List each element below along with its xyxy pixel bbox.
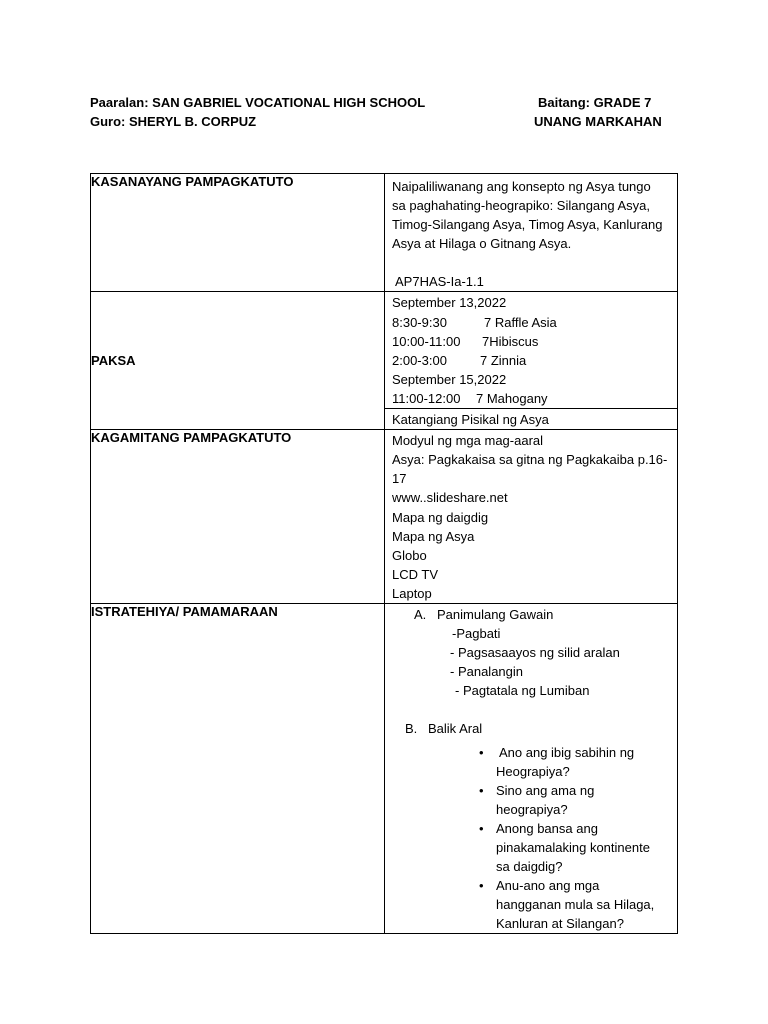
row-kasanayan	[91, 174, 678, 292]
activity-item: - Panalangin	[450, 664, 523, 680]
material-item: Mapa ng Asya	[392, 528, 475, 544]
row-paksa	[91, 292, 678, 430]
paksa-topic: Katangiang Pisikal ng Asya	[385, 408, 677, 429]
quarter-label: UNANG MARKAHAN	[534, 114, 662, 129]
kasanayan-value	[385, 174, 678, 292]
grade-label: Baitang: GRADE 7	[538, 95, 652, 110]
schedule-entry: 10:00-11:00 7Hibiscus	[392, 333, 539, 349]
material-item: Mapa ng daigdig	[392, 509, 489, 525]
review-question: • Anong bansa ang pinakamalaking kontinente sa daigdig?	[479, 820, 650, 875]
paksa-label: PAKSA	[91, 292, 385, 430]
kasanayan-label: KASANAYANG PAMPAGKATUTO	[91, 174, 385, 292]
material-item: Asya: Pagkakaisa sa gitna ng Pagkakaiba p.16-	[392, 452, 668, 468]
material-item: Laptop	[392, 585, 432, 601]
competency-code: AP7HAS-Ia-1.1	[395, 274, 484, 290]
row-kagamitan	[91, 430, 678, 604]
kasanayan-line: Timog-Silangang Asya, Timog Asya, Kanlurang	[392, 217, 663, 233]
review-question: • Anu-ano ang mga hangganan mula sa Hilaga, Kanluran at Silangan?	[479, 878, 655, 932]
lesson-plan-table	[90, 173, 678, 934]
review-question: • Ano ang ibig sabihin ng Heograpiya?	[479, 744, 635, 779]
section-b-heading: B. Balik Aral	[405, 721, 483, 737]
material-item: www..slideshare.net	[392, 490, 508, 506]
material-item: LCD TV	[392, 566, 438, 582]
schedule-date: September 15,2022	[392, 371, 507, 387]
material-item: Globo	[392, 547, 427, 563]
school-label: Paaralan: SAN GABRIEL VOCATIONAL HIGH SCHOOL	[90, 95, 426, 110]
schedule-entry: 8:30-9:30 7 Raffle Asia	[392, 314, 557, 330]
kasanayan-line: Asya at Hilaga o Gitnang Asya.	[392, 236, 572, 252]
row-istratehiya	[91, 603, 678, 934]
activity-item: - Pagtatala ng Lumiban	[455, 683, 590, 699]
activity-item: - Pagsasaayos ng silid aralan	[450, 645, 620, 661]
kasanayan-line: Naipaliliwanang ang konsepto ng Asya tungo	[392, 179, 651, 194]
review-question: • Sino ang ama ng heograpiya?	[479, 782, 595, 817]
kagamitan-value	[385, 430, 678, 604]
paksa-value	[385, 292, 678, 430]
kasanayan-line: sa paghahating-heograpiko: Silangang Asya,	[392, 198, 651, 214]
istratehiya-label: ISTRATEHIYA/ PAMAMARAAN	[91, 603, 385, 934]
schedule-entry: 11:00-12:00 7 Mahogany	[392, 390, 548, 406]
teacher-label: Guro: SHERYL B. CORPUZ	[90, 114, 257, 129]
material-item: Modyul ng mga mag-aaral	[392, 433, 544, 449]
kagamitan-label: KAGAMITANG PAMPAGKATUTO	[91, 430, 385, 604]
schedule-entry: 2:00-3:00 7 Zinnia	[392, 352, 527, 368]
section-a-heading: A. Panimulang Gawain	[414, 606, 554, 622]
activity-item: -Pagbati	[452, 626, 501, 642]
material-item: 17	[392, 471, 407, 487]
schedule-date: September 13,2022	[392, 295, 507, 311]
istratehiya-value	[385, 603, 678, 934]
